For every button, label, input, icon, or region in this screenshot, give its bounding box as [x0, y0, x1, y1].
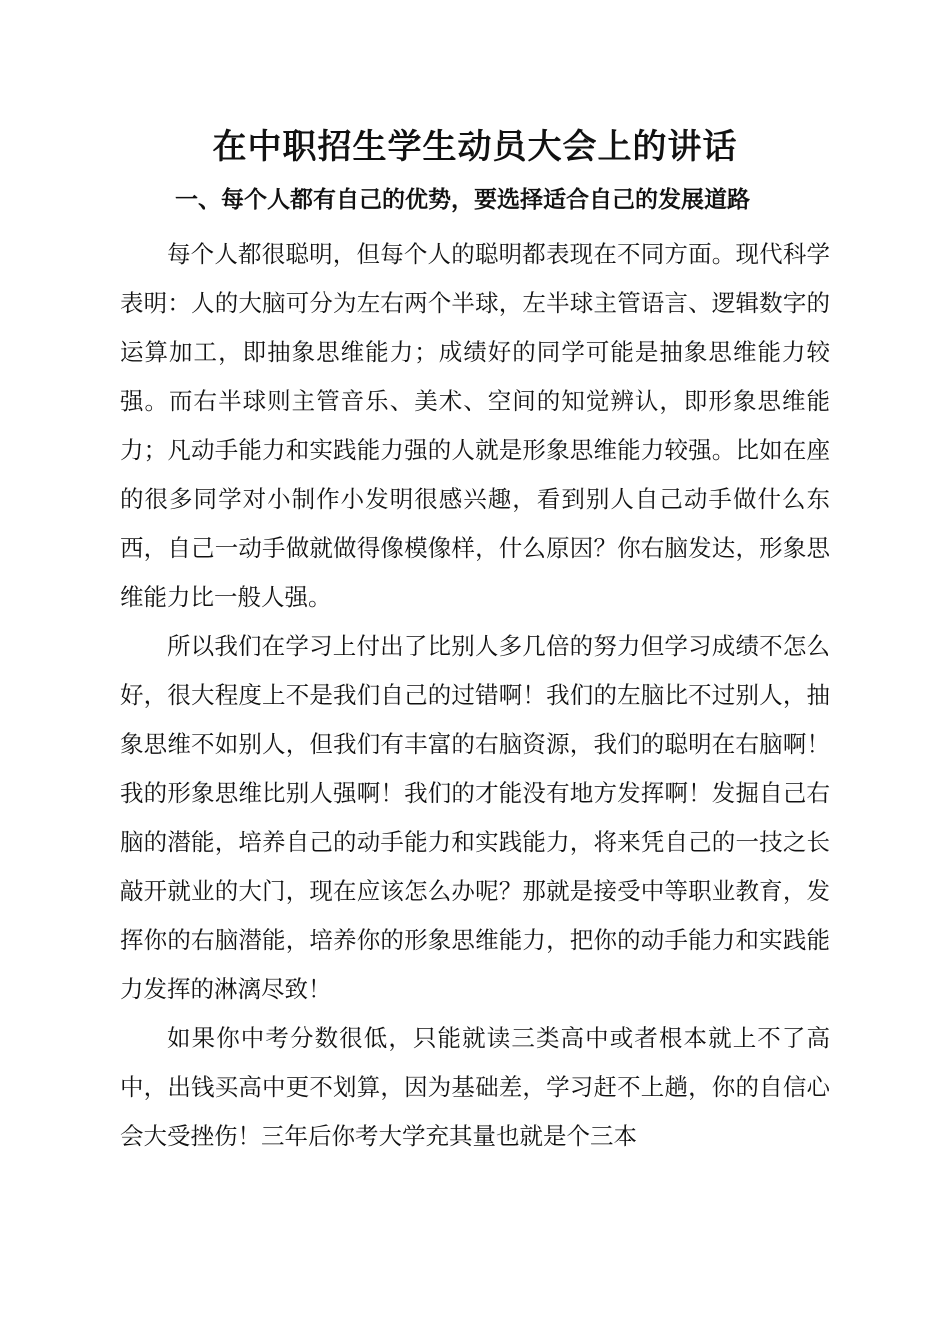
body-text [120, 230, 830, 1161]
paragraph: 所以我们在学习上付出了比别人多几倍的努力但学习成绩不怎么好，很大程度上不是我们自己的过错啊！我们的左脑比不过别人，抽象思维不如别人，但我们有丰富的右脑资源，我们的聪明在右脑啊！我的形象思维比别人强啊！我们的才能没有地方发挥啊！发掘自己右脑的潜能，培养自己的动手能力和实践能力，将来凭自己的一技之长敲开就业的大门，现在应该怎么办呢？那就是接受中等职业教育，发挥你的右脑潜能，培养你的形象思维能力，把你的动手能力和实践能力发挥的淋漓尽致！ [120, 632, 830, 1003]
section-heading: 一、每个人都有自己的优势，要选择适合自己的发展道路 [175, 187, 750, 213]
document-title: 在中职招生学生动员大会上的讲话 [212, 127, 738, 167]
paragraph: 如果你中考分数很低，只能就读三类高中或者根本就上不了高中，出钱买高中更不划算，因为基础差，学习赶不上趟，你的自信心会大受挫伤！三年后你考大学充其量也就是个三本 [120, 1024, 830, 1150]
paragraph: 每个人都很聪明，但每个人的聪明都表现在不同方面。现代科学表明：人的大脑可分为左右两个半球，左半球主管语言、逻辑数字的运算加工，即抽象思维能力；成绩好的同学可能是抽象思维能力较强。而右半球则主管音乐、美术、空间的知觉辨认，即形象思维能力；凡动手能力和实践能力强的人就是形象思维能力较强。比如在座的很多同学对小制作小发明很感兴趣，看到别人自己动手做什么东西，自己一动手做就做得像模像样，什么原因？你右脑发达，形象思维能力比一般人强。 [120, 240, 830, 611]
